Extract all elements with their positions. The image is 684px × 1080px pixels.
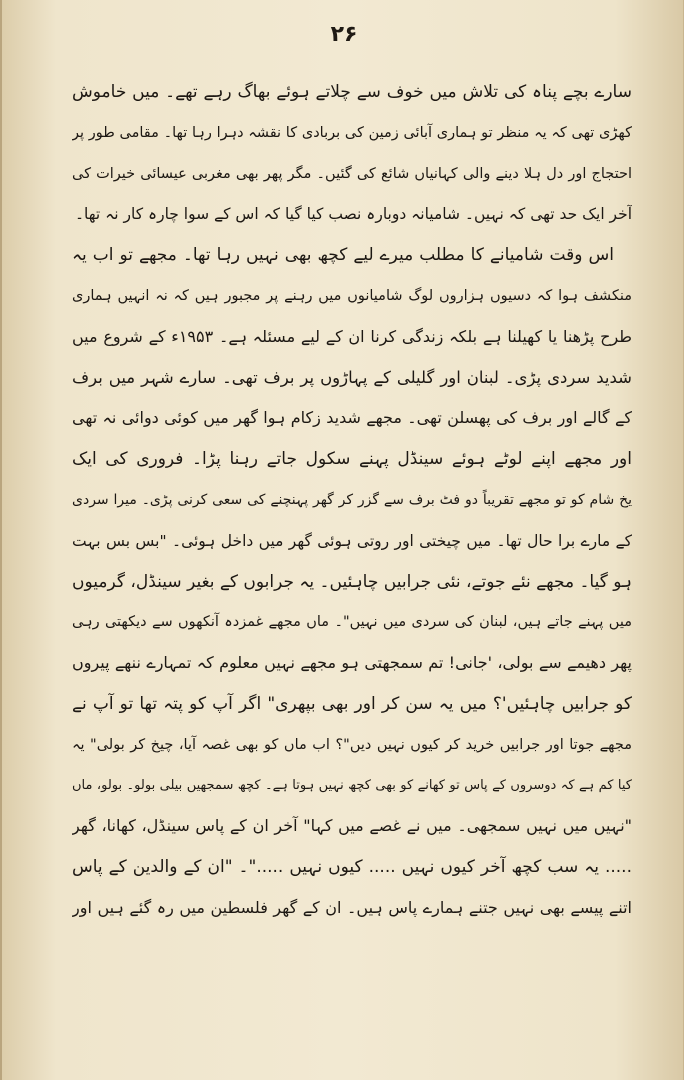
page-number: ۲۶ [330,22,358,47]
text-line: پھر دھیمے سے بولی، 'جانی! تم سمجھتی ہو مجھے نہیں معلوم کہ تمہارے ننھے پیروں [72,653,632,673]
text-line: اتنے پیسے بھی نہیں جتنے ہمارے پاس ہیں۔ ان کے گھر فلسطین میں رہ گئے ہیں اور [72,897,632,917]
text-line: منکشف ہوا کہ دسیوں ہزاروں لوگ شامیانوں میں رہنے پر مجبور ہیں کہ نہ انہیں ہماری [72,287,632,304]
text-line: ..... یہ سب کچھ آخر کیوں نہیں ..... کیوں نہیں ....."۔ "ان کے والدین کے پاس [72,857,632,878]
text-line: میں پہنے جاتے ہیں، لبنان کی سردی میں نہیں"۔ ماں مجھے غمزدہ آنکھوں سے دیکھتی رہی [72,614,632,631]
text-line: کو جرابیں چاہئیں'؟ میں یہ سن کر اور بھی بپھری" اگر آپ کو پتہ تھا تو آپ نے [72,693,632,714]
text-line: کیا کم ہے کہ دوسروں کے پاس تو کھانے کو بھی کچھ نہیں ہوتا ہے۔ کچھ سمجھیں بیلی بولو۔ بولو، ماں [72,777,632,793]
text-line: ہو گیا۔ مجھے نئے جوتے، نئی جرابیں چاہئیں۔ یہ جرابوں کے بغیر سینڈل، گرمیوں [72,571,632,592]
text-line: یخ شام کو تو مجھے تقریباً دو فٹ برف سے گزر کر گھر پہنچنے کی سعی کرنی پڑی۔ میرا سردی [72,491,632,508]
text-line: اور مجھے اپنے لوٹے ہوئے سینڈل پہنے سکول جاتے رہنا پڑا۔ فروری کی ایک [72,449,632,470]
text-line: "نہیں میں نہیں سمجھی۔ میں نے غصے میں کہا" آخر ان کے پاس سینڈل، کھانا، گھر [72,816,632,836]
text-line: احتجاج اور دل ہلا دینے والی کہانیاں شائع کی گئیں۔ مگر پھر بھی مغربی عیسائی خیرات کی [72,165,632,182]
text-line: اس وقت شامیانے کا مطلب میرے لیے کچھ بھی نہیں رہا تھا۔ مجھے تو اب یہ [72,245,614,266]
text-line: آخر ایک حد تھی کہ نہیں۔ شامیانہ دوبارہ نصب کیا گیا کہ اس کے سوا چارہ کار نہ تھا۔ [74,205,632,224]
text-line: طرح پڑھنا یا کھیلنا ہے بلکہ زندگی کرنا ان کے لیے مسئلہ ہے۔ ۱۹۵۳ء کے شروع میں [72,326,632,346]
text-line: کے مارے برا حال تھا۔ میں چیختی اور روتی ہوئی گھر میں داخل ہوئی۔ "بس بس بہت [72,531,632,550]
text-line: شدید سردی پڑی۔ لبنان اور گلیلی کے پہاڑوں پر برف تھی۔ سارے شہر میں برف [72,367,632,387]
text-line: کھڑی تھی کہ یہ منظر تو ہماری آبائی زمین کی بربادی کا نقشہ دہرا رہا تھا۔ مقامی طور پر [72,124,632,141]
body-text [72,72,632,929]
text-line: سارے بچے پناہ کی تلاش میں خوف سے چلاتے ہوئے بھاگ رہے تھے۔ میں خاموش [72,82,632,102]
text-line: مجھے جوتا اور جرابیں خرید کر کیوں نہیں دیں"؟ اب ماں کو بھی غصہ آیا، چیخ کر بولی" یہ [72,736,632,753]
text-line: کے گالے اور برف کی پھسلن تھی۔ مجھے شدید زکام ہوا گھر میں کوئی دوائی نہ تھی [72,408,632,428]
